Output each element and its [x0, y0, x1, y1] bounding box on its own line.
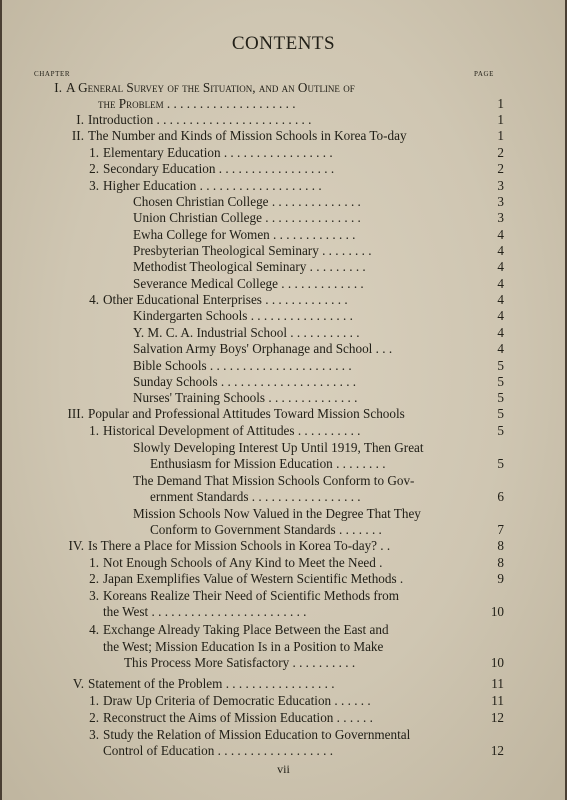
toc-entry-page: 5	[497, 358, 504, 373]
toc-entry-page: 9	[497, 571, 504, 586]
toc-entry-title: Japan Exemplifies Value of Western Scientific Methods .	[103, 571, 404, 586]
toc-entry-title: Ewha College for Women . . . . . . . . . . . . .	[133, 227, 356, 242]
toc-entry-title: Kindergarten Schools . . . . . . . . . . . . . . . .	[133, 308, 353, 323]
toc-entry-title: Methodist Theological Seminary . . . . . . . . .	[133, 259, 366, 274]
toc-entry-title: Sunday Schools . . . . . . . . . . . . . . . . . . . . .	[133, 374, 357, 389]
toc-entry-title: Bible Schools . . . . . . . . . . . . . . . . . . . . . .	[133, 358, 352, 373]
toc-entry-page: 4	[497, 308, 504, 323]
toc-entry-title: the Problem . . . . . . . . . . . . . . . . . . . .	[98, 96, 296, 111]
toc-entry-page: 4	[497, 227, 504, 242]
toc-entry-title: Introduction . . . . . . . . . . . . . . . . . . . . . . . .	[88, 112, 312, 127]
toc-entry-title: Statement of the Problem . . . . . . . . . . . . . . . . .	[88, 676, 335, 691]
toc-entry-title: Presbyterian Theological Seminary . . . . . . . .	[133, 243, 372, 258]
toc-entry-page: 8	[497, 555, 504, 570]
toc-entry-page: 1	[497, 112, 504, 127]
toc-entry-page: 2	[497, 161, 504, 176]
toc-entry-title: Exchange Already Taking Place Between the East and	[103, 622, 389, 637]
toc-entry-page: 4	[497, 259, 504, 274]
toc-entry-page: 5	[497, 374, 504, 389]
toc-entry-page: 5	[497, 406, 504, 421]
toc-entry-title: Draw Up Criteria of Democratic Education . . . . . .	[103, 693, 371, 708]
book-page	[2, 0, 565, 800]
toc-entry-number: 2.	[89, 161, 99, 176]
toc-entry-page: 4	[497, 243, 504, 258]
chapter-column-header: CHAPTER	[34, 70, 71, 78]
toc-entry-page: 3	[497, 178, 504, 193]
toc-entry-title: Y. M. C. A. Industrial School . . . . . . . . . . .	[133, 325, 360, 340]
toc-entry-page: 12	[490, 710, 504, 725]
toc-entry-number: IV.	[68, 538, 84, 553]
toc-entry-title: Elementary Education . . . . . . . . . . . . . . . . .	[103, 145, 333, 160]
toc-entry-number: 1.	[89, 693, 99, 708]
toc-entry-page: 2	[497, 145, 504, 160]
toc-entry-number: 1.	[89, 423, 99, 438]
toc-entry-title: the West; Mission Education Is in a Position to Make	[103, 639, 384, 654]
toc-entry-title: ernment Standards . . . . . . . . . . . . . . . . .	[150, 489, 361, 504]
toc-entry-page: 5	[497, 423, 504, 438]
toc-entry-title: Historical Development of Attitudes . . . . . . . . . .	[103, 423, 361, 438]
toc-entry-page: 4	[497, 292, 504, 307]
toc-entry-number: I.	[76, 112, 84, 127]
toc-entry-page: 1	[497, 128, 504, 143]
toc-entry-number: 2.	[89, 710, 99, 725]
toc-entry-page: 10	[490, 604, 504, 619]
toc-entry-title: Mission Schools Now Valued in the Degree That They	[133, 506, 421, 521]
toc-entry-title: Is There a Place for Mission Schools in Korea To-day? . .	[88, 538, 391, 553]
toc-entry-page: 3	[497, 210, 504, 225]
page-column-header: PAGE	[474, 70, 495, 78]
toc-entry-title: Reconstruct the Aims of Mission Education . . . . . .	[103, 710, 373, 725]
toc-entry-title: A General Survey of the Situation, and an Outline of	[66, 80, 355, 95]
toc-entry-page: 8	[497, 538, 504, 553]
toc-entry-number: I.	[54, 80, 62, 95]
toc-entry-title: Chosen Christian College . . . . . . . . . . . . . .	[133, 194, 361, 209]
page-number-footer: vii	[277, 762, 290, 776]
toc-entry-title: Severance Medical College . . . . . . . . . . . . .	[133, 276, 364, 291]
toc-entry-title: Nurses' Training Schools . . . . . . . . . . . . . .	[133, 390, 358, 405]
toc-entry-number: 3.	[89, 727, 99, 742]
toc-entry-title: Not Enough Schools of Any Kind to Meet the Need .	[103, 555, 383, 570]
toc-entry-number: 4.	[89, 622, 99, 637]
toc-entry-title: Union Christian College . . . . . . . . . . . . . . .	[133, 210, 361, 225]
toc-entry-title: Koreans Realize Their Need of Scientific Methods from	[103, 588, 400, 603]
toc-entry-title: Salvation Army Boys' Orphanage and School . . .	[133, 341, 393, 356]
toc-entry-title: The Demand That Mission Schools Conform to Gov-	[133, 473, 415, 488]
toc-entry-title: Higher Education . . . . . . . . . . . . . . . . . . .	[103, 178, 322, 193]
toc-entry-page: 10	[490, 655, 504, 670]
toc-entry-page: 11	[491, 676, 504, 691]
toc-entry-title: Secondary Education . . . . . . . . . . . . . . . . . .	[103, 161, 335, 176]
toc-entry-page: 5	[497, 390, 504, 405]
toc-entry-number: 3.	[89, 588, 99, 603]
toc-entry-title: Control of Education . . . . . . . . . . . . . . . . . .	[103, 743, 334, 758]
toc-entry-title: The Number and Kinds of Mission Schools in Korea To-day	[88, 128, 407, 143]
page-title: CONTENTS	[231, 33, 336, 54]
toc-entry-title: This Process More Satisfactory . . . . . . . . . .	[124, 655, 356, 670]
toc-entry-title: Study the Relation of Mission Education to Governmental	[103, 727, 411, 742]
toc-entry-page: 1	[497, 96, 504, 111]
toc-entry-title: Other Educational Enterprises . . . . . . . . . . . . .	[103, 292, 348, 307]
toc-entry-page: 4	[497, 341, 504, 356]
toc-entry-page: 4	[497, 325, 504, 340]
toc-entry-number: 1.	[89, 555, 99, 570]
toc-entry-number: II.	[71, 128, 84, 143]
toc-entry-page: 6	[497, 489, 504, 504]
toc-entry-title: the West . . . . . . . . . . . . . . . . . . . . . . . .	[103, 604, 307, 619]
toc-entry-title: Conform to Government Standards . . . . . . .	[150, 522, 382, 537]
toc-entry-page: 12	[490, 743, 504, 758]
toc-entry-title: Popular and Professional Attitudes Toward Mission Schools	[88, 406, 405, 421]
toc-entry-page: 11	[491, 693, 504, 708]
toc-entry-number: 4.	[89, 292, 99, 307]
toc-entry-page: 4	[497, 276, 504, 291]
toc-entry-page: 3	[497, 194, 504, 209]
toc-entry-title: Slowly Developing Interest Up Until 1919, Then Great	[133, 440, 424, 455]
toc-entry-number: 3.	[89, 178, 99, 193]
toc-entry-number: V.	[72, 676, 84, 691]
toc-entry-number: III.	[67, 406, 84, 421]
toc-entry-number: 2.	[89, 571, 99, 586]
toc-entry-title: Enthusiasm for Mission Education . . . . . . . .	[150, 456, 386, 471]
toc-entry-page: 5	[497, 456, 504, 471]
toc-entry-page: 7	[497, 522, 504, 537]
toc-entry-number: 1.	[89, 145, 99, 160]
